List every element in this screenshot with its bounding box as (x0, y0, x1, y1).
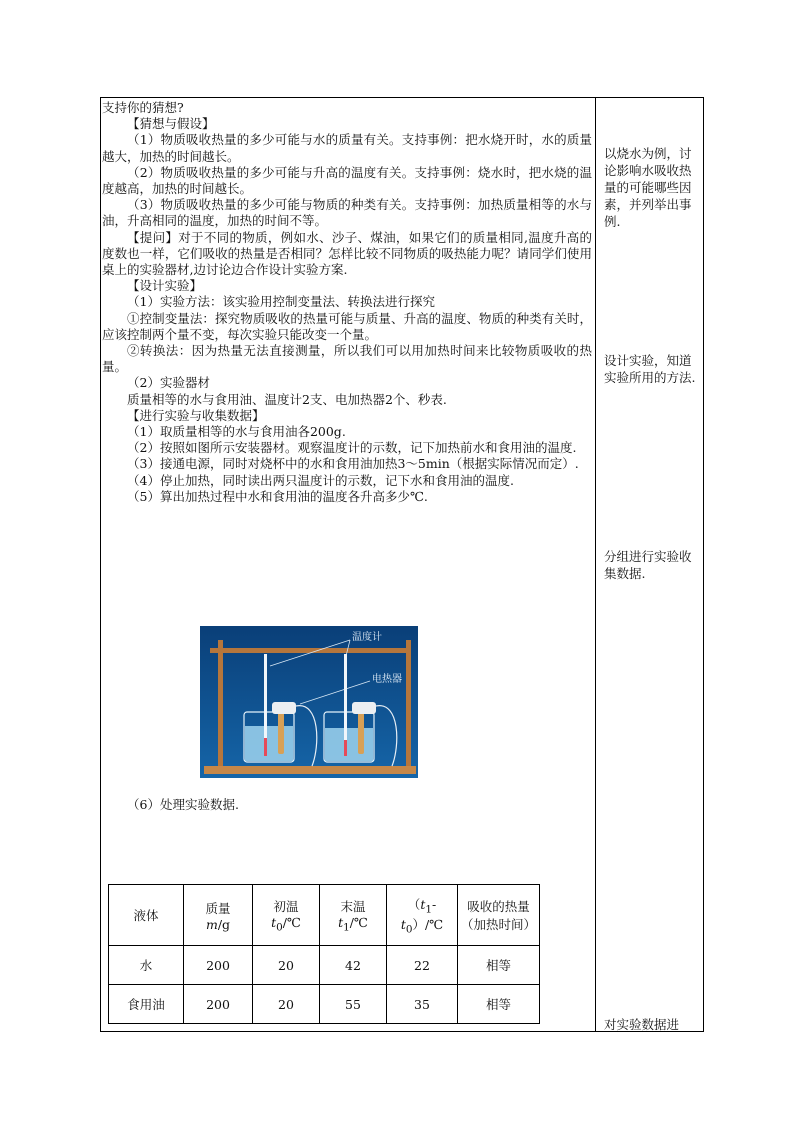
step-4: （4）停止加热，同时读出两只温度计的示数，记下水和食用油的温度. (127, 472, 514, 488)
side-note-2: 设计实验，知道实验所用的方法. (604, 353, 696, 385)
header-liquid: 液体 (109, 885, 184, 946)
heater (278, 710, 284, 754)
cell-final-temp: 42 (320, 946, 387, 985)
header-temp-rise: （$t_1-$ $t_0)/℃$ (387, 885, 458, 946)
section-heading: 【进行实验与收集数据】 (127, 407, 265, 423)
thermometer (344, 654, 347, 754)
method-line: （1）实验方法：该实验用控制变量法、转换法进行探究 (127, 294, 435, 310)
hypothesis-2: （2）物质吸收热量的多少可能与升高的温度有关。支持事例：烧水时，把水烧的温度越高，加热的时间越长。 (102, 164, 592, 197)
stand-base (204, 766, 416, 774)
header-initial-temp: 初温 $t_0/℃$ (253, 885, 320, 946)
equipment-list: 质量相等的水与食用油、温度计2支、电加热器2个、秒表. (127, 391, 447, 407)
header-final-temp: 末温 $t_1/℃$ (320, 885, 387, 946)
step-1: （1）取质量相等的水与食用油各200g. (127, 424, 346, 440)
header-mass: 质量 m/g (184, 885, 253, 946)
cell-liquid: 水 (109, 946, 184, 985)
hypothesis-3: （3）物质吸收热量的多少可能与物质的种类有关。支持事例：加热质量相等的水与油，升高相同的温度，加热的时间不等。 (102, 197, 592, 229)
method-conversion: ②转换法：因为热量无法直接测量，所以我们可以用加热时间来比较物质吸收的热量。 (102, 343, 592, 375)
step-3: （3）接通电源，同时对烧杯中的水和食用油加热3～5min（根据实际情况而定）. (127, 456, 579, 472)
side-note-1: 以烧水为例，讨论影响水吸收热量的可能哪些因素，并列举出事例. (604, 146, 692, 229)
header-heat-absorbed: 吸收的热量 （加热时间） (458, 885, 540, 946)
table-header-row (109, 885, 540, 946)
label-thermometer: 温度计 (352, 632, 382, 643)
method-control-variables: ①控制变量法：探究物质吸收的热量可能与质量、升高的温度、物质的种类有关时，应该控制两个量不变，每次实验只能改变一个量。 (102, 310, 592, 342)
text-line: 支持你的猜想? (102, 100, 184, 115)
equipment-heading: （2）实验器材 (127, 375, 210, 391)
cell-final-temp: 55 (320, 985, 387, 1024)
step-2: （2）按照如图所示安装器材。观察温度计的示数，记下加热前水和食用油的温度. (127, 440, 577, 456)
apparatus-illustration (200, 626, 418, 778)
section-heading: 【设计实验】 (127, 278, 203, 294)
table-row (109, 946, 540, 985)
side-note-4: 对实验数据进 (604, 1017, 680, 1032)
hypothesis-1: （1）物质吸收热量的多少可能与水的质量有关。支持事例：把水烧开时，水的质量越大，加热的时间越长。 (102, 132, 592, 164)
heater (358, 710, 364, 754)
stand-pole (406, 640, 411, 768)
experiment-figure (200, 626, 418, 778)
side-note-3: 分组进行实验收集数据. (604, 549, 692, 581)
support-rod (210, 648, 410, 653)
label-heater: 电热器 (372, 674, 402, 685)
table-row (109, 985, 540, 1024)
main-content (102, 100, 592, 505)
question-paragraph: 【提问】对于不同的物质，例如水、沙子、煤油，如果它们的质量相同,温度升高的度数也一样，它们吸收的热量是否相同？怎样比较不同物质的吸热能力呢？请同学们使用桌上的实验器材,边讨论边合作设计实验方案. (102, 229, 592, 278)
cell-heat: 相等 (458, 946, 540, 985)
cell-mass: 200 (184, 985, 253, 1024)
cell-initial-temp: 20 (253, 946, 320, 985)
cell-temp-rise: 35 (387, 985, 458, 1024)
step-6: （6）处理实验数据. (127, 796, 239, 812)
cell-liquid: 食用油 (109, 985, 184, 1024)
column-divider (595, 97, 596, 1032)
data-table (108, 884, 540, 1024)
cell-heat: 相等 (458, 985, 540, 1024)
cell-mass: 200 (184, 946, 253, 985)
step-5: （5）算出加热过程中水和食用油的温度各升高多少℃. (127, 488, 428, 504)
stand-pole (218, 640, 223, 768)
section-heading: 【猜想与假设】 (127, 116, 215, 132)
cell-temp-rise: 22 (387, 946, 458, 985)
cell-initial-temp: 20 (253, 985, 320, 1024)
